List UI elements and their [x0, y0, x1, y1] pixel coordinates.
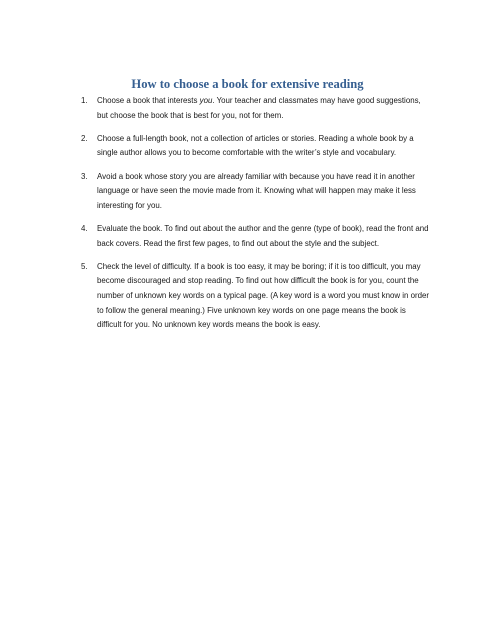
- list-item-number: 5.: [81, 261, 88, 271]
- list-item-number: 2.: [81, 133, 88, 143]
- list-item: [81, 170, 431, 214]
- list-item: [81, 222, 431, 251]
- list-item: [81, 94, 431, 123]
- list-item: [81, 132, 431, 161]
- list-item: [81, 260, 431, 333]
- list-item-text: [97, 94, 431, 123]
- list-item-number: 3.: [81, 171, 88, 181]
- tips-list: [81, 94, 431, 341]
- list-item-text: Choose a full-length book, not a collection of articles or stories. Reading a whole book by a single author allows you to become comfortable with the writer’s style and vocabulary.: [97, 133, 414, 158]
- list-item-text: Evaluate the book. To find out about the author and the genre (type of book), read the front and back covers. Read the first few pages, to find out about the style and the subject.: [97, 223, 429, 248]
- list-item-text-start: Choose a book that interests: [97, 96, 200, 105]
- list-item-number: 1.: [81, 96, 88, 105]
- list-item-text: Check the level of difficulty. If a book is too easy, it may be boring; if it is too difficult, you may become discouraged and stop reading. To find out how difficult the book is for you, count the number of unknown key words on a typical page. (A key word is a word you must know in order to follow the general meaning.) Five unknown key words on one page means the book is difficult for you. No unknown key words means the book is easy.: [97, 261, 430, 330]
- list-item-text-end: . Your teacher and classmates may have good suggestions, but choose the book that is best for you, not for them.: [97, 96, 421, 120]
- list-item-number: 4.: [81, 223, 88, 233]
- list-item-text: Avoid a book whose story you are already familiar with because you have read it in another language or have seen the movie made from it. Knowing what will happen may make it less interesting for you.: [97, 171, 416, 210]
- emphasized-word: you: [199, 96, 213, 105]
- page-title: How to choose a book for extensive reading: [131, 77, 364, 91]
